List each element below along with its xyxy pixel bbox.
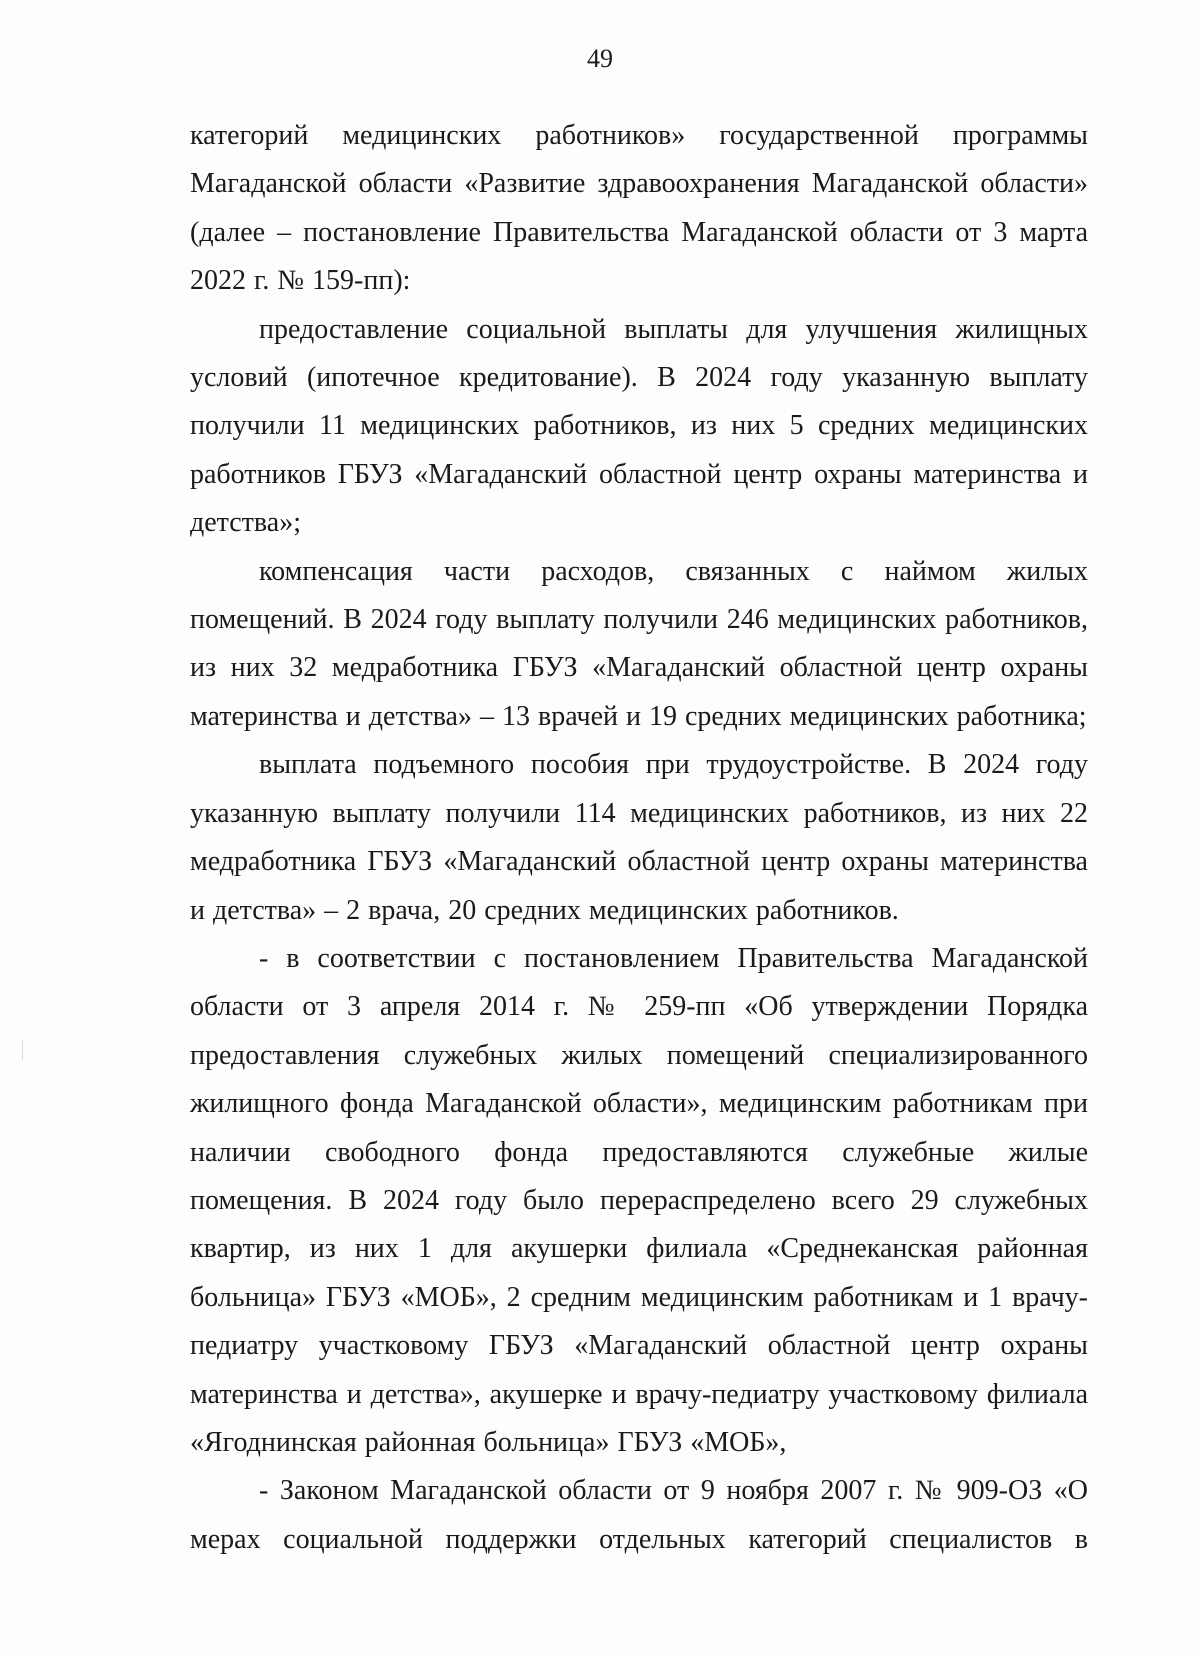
scan-artifact [22, 1040, 23, 1060]
paragraph-rent-compensation: компенсация части расходов, связанных с наймом жилых помещений. В 2024 году выплату получили 246 медицинских работников, из них 32 медработника ГБУЗ «Магаданский областной центр охраны материнства и детства» – 13 врачей и 19 средних медицинских работника; [190, 555, 1088, 732]
page-number: 49 [587, 44, 613, 73]
paragraph-relocation-allowance: выплата подъемного пособия при трудоустройстве. В 2024 году указанную выплату получили 114 медицинских работников, из них 22 медработника ГБУЗ «Магаданский областной центр охраны материнства и детства» – 2 врача, 20 средних медицинских работников. [190, 749, 1088, 926]
paragraph-mortgage-payment: предоставление социальной выплаты для улучшения жилищных условий (ипотечное кредитование). В 2024 году указанную выплату получили 11 медицинских работников, из них 5 средних медицинских работников ГБУЗ «Магаданский областной центр охраны материнства и детства»; [190, 313, 1088, 539]
paragraph-service-housing: - в соответствии с постановлением Правительства Магаданской области от 3 апреля 2014 г. № 259-пп «Об утверждении Порядка предоставления служебных жилых помещений специализированного жилищного фонда Магаданской области», медицинским работникам при наличии свободного фонда предоставляются служебные жилые помещения. В 2024 году было перераспределено всего 29 служебных квартир, из них 1 для акушерки филиала «Среднеканская районная больница» ГБУЗ «МОБ», 2 средним медицинским работникам и 1 врачу-педиатру участковому ГБУЗ «Магаданский областной центр охраны материнства и детства», акушерке и врачу-педиатру участковому филиала «Ягоднинская районная больница» ГБУЗ «МОБ», [190, 942, 1088, 1458]
paragraph-regional-law: - Законом Магаданской области от 9 ноября 2007 г. № 909-ОЗ «О мерах социальной поддержки отдельных категорий специалистов в [190, 1475, 1088, 1555]
paragraph-continued: категорий медицинских работников» государственной программы Магаданской области «Развитие здравоохранения Магаданской области» (далее – постановление Правительства Магаданской области от 3 марта 2022 г. № 159-пп): [190, 120, 1088, 297]
document-body [190, 112, 1088, 1564]
